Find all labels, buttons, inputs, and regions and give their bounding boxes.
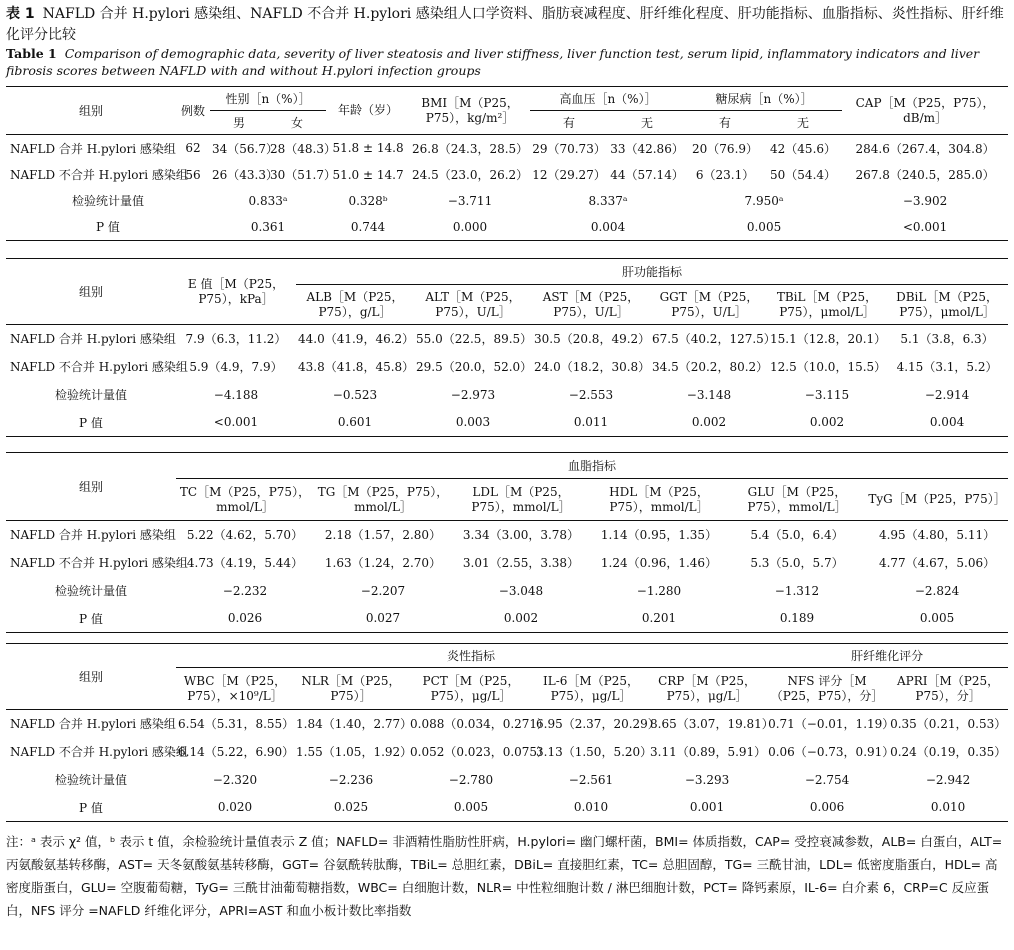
table-cell: −2.561 (568, 772, 614, 787)
table-cell: 4.95（4.80，5.11） (878, 528, 996, 543)
table-cell: 62 (185, 141, 201, 156)
table-cell: 42（45.6） (770, 141, 837, 156)
table-cell: 0.24（0.19，0.35） (890, 745, 1007, 759)
table-cell: 28（48.3） (270, 141, 336, 156)
table-cell: <0.001 (176, 409, 296, 437)
table-cell: 0.052（0.023，0.075） (410, 745, 550, 759)
table-row (6, 162, 1008, 188)
header-htn-yes: 有 (530, 111, 608, 135)
table-cell: 34.5（20.2，80.2） (652, 360, 769, 374)
table-cell: 0.006 (766, 794, 888, 822)
header-dbil: DBiL［M（P25，P75），μmol/L］ (886, 285, 1008, 325)
header-cap: CAP［M（P25，P75），dB/m］ (842, 87, 1008, 135)
table-cell: 0.328ᵇ (348, 193, 388, 208)
table-cell: 12.5（10.0，15.5） (770, 360, 887, 374)
table-cell: 8.65（3.07，19.81） (650, 717, 774, 732)
table-cell: 0.003 (414, 409, 532, 437)
table-row (6, 710, 1008, 738)
table-cell: −2.232 (222, 583, 268, 598)
header-apri: APRI［M（P25，P75），分］ (888, 668, 1008, 710)
table-cell: 6.95（2.37，20.29） (536, 717, 660, 732)
table-cell: 51.0 ± 14.7 (332, 167, 404, 182)
table-label-cn: 表 1 (6, 6, 35, 22)
table-cell: NAFLD 不合并 H.pylori 感染组 (10, 745, 188, 759)
table-cell: 44.0（41.9，46.2） (298, 332, 415, 347)
table-cell: 2.18（1.57，2.80） (324, 528, 442, 543)
table-cell: 0.088（0.034，0.271） (410, 717, 550, 732)
table-cell: 0.601 (296, 409, 414, 437)
header-tc: TC［M（P25，P75），mmol/L］ (176, 479, 314, 521)
header-group: 组别 (6, 259, 176, 325)
table-cell: 0.004 (886, 409, 1008, 437)
table-cell: 0.025 (294, 794, 408, 822)
table-cell: −1.312 (774, 583, 820, 598)
table-cell: 0.744 (326, 214, 410, 241)
table-cell: −3.902 (902, 193, 948, 208)
table-cell: 34（56.7） (212, 141, 278, 156)
table-cell: 8.337ᵃ (588, 193, 628, 208)
table-cell: −2.320 (212, 772, 258, 787)
table-cell: 0.002 (768, 409, 886, 437)
table-label-en: Table 1 (6, 46, 57, 61)
table-cell: 24.0（18.2，30.8） (534, 360, 651, 374)
table-cell: 6.54（5.31，8.55） (178, 717, 295, 732)
header-ast: AST［M（P25，P75），U/L］ (532, 285, 650, 325)
header-group: 组别 (6, 87, 176, 135)
p-row (6, 794, 1008, 822)
table-cell: 3.11（0.89，5.91） (650, 745, 767, 759)
table-cell: 15.1（12.8，20.1） (770, 332, 887, 347)
header-tg: TG［M（P25，P75），mmol/L］ (314, 479, 452, 521)
table-cell: 0.201 (590, 605, 728, 633)
demographics-table (6, 86, 1008, 241)
table-cell: 12（29.27） (532, 168, 606, 182)
table-cell: 33（42.86） (610, 141, 684, 156)
p-row (6, 214, 1008, 241)
table-cell: 0.000 (410, 214, 530, 241)
header-ldl: LDL［M（P25，P75），mmol/L］ (452, 479, 590, 521)
table-cell: 1.14（0.95，1.35） (600, 528, 718, 543)
header-tyg: TyG［M（P25，P75）］ (866, 479, 1008, 521)
stat-row (6, 577, 1008, 605)
stat-row (6, 766, 1008, 794)
table-cell: 284.6（267.4，304.8） (855, 141, 995, 156)
table-cell: 5.4（5.0，6.4） (750, 528, 844, 543)
stat-label: 检验统计量值 (54, 584, 127, 598)
table-cell: −2.824 (914, 583, 960, 598)
table-cell: −4.188 (213, 387, 259, 402)
table-cell: 5.1（3.8，6.3） (900, 332, 994, 347)
table-cell: −2.780 (448, 772, 494, 787)
table-cell: 20（76.9） (692, 141, 759, 156)
table-cell: −2.973 (450, 387, 496, 402)
p-row (6, 409, 1008, 437)
header-hypertension: 高血压［n（%）］ (530, 87, 686, 111)
table-cell: 0.011 (532, 409, 650, 437)
table-cell: 0.010 (534, 794, 648, 822)
header-nfs: NFS 评分［M（P25，P75），分］ (766, 668, 888, 710)
table-cell: 29.5（20.0，52.0） (416, 360, 533, 374)
table-row (6, 353, 1008, 381)
table-row (6, 521, 1008, 549)
table-row (6, 738, 1008, 766)
header-lipid: 血脂指标 (176, 453, 1008, 479)
table-cell: NAFLD 合并 H.pylori 感染组 (10, 528, 176, 543)
table-cell: 0.005 (866, 605, 1008, 633)
header-group: 组别 (6, 644, 176, 710)
header-alb: ALB［M（P25，P75），g/L］ (296, 285, 414, 325)
table-cell: 30.5（20.8，49.2） (534, 332, 651, 347)
table-cell: NAFLD 合并 H.pylori 感染组 (10, 141, 176, 156)
table-cell: 6（23.1） (695, 168, 755, 182)
table-cell: 0.833ᵃ (248, 193, 288, 208)
table-cell: 5.22（4.62，5.70） (186, 528, 304, 543)
table-cell: 0.361 (210, 214, 326, 241)
table-cell: 24.5（23.0，26.2） (412, 168, 529, 182)
header-inflammation: 炎性指标 (176, 644, 766, 668)
p-label: P 值 (6, 409, 176, 437)
header-wbc: WBC［M（P25，P75），×10⁹/L］ (176, 668, 294, 710)
table-cell: 7.9（6.3，11.2） (185, 332, 287, 347)
table-cell: 0.005 (408, 794, 534, 822)
header-age: 年龄（岁） (326, 87, 410, 135)
stat-row (6, 188, 1008, 214)
table-cell: NAFLD 不合并 H.pylori 感染组 (10, 556, 188, 570)
p-row (6, 605, 1008, 633)
table-footnote: 注：ᵃ 表示 χ² 值，ᵇ 表示 t 值，余检验统计量值表示 Z 值；NAFLD= 非酒精性脂肪性肝病，H.pylori= 幽门螺杆菌，BMI= 体质指数，CAP= 受控衰减参数，ALB= 白蛋白，ALT= 丙氨酸氨基转移酶，AST= 天冬氨酸氨基转移酶，GGT= 谷氨酰转肽酶，TBiL= 总胆红素，DBiL= 直接胆红素，TC= 总胆固醇，TG= 三酰甘油，LDL= 低密度脂蛋白，HDL= 高密度脂蛋白，GLU= 空腹葡萄糖，TyG= 三酰甘油葡萄糖指数，WBC= 白细胞计数，NLR= 中性粒细胞计数 / 淋巴细胞计数，PCT= 降钙素原，IL-6= 白介素 6，CRP=C 反应蛋白，NFS 评分 =NAFLD 纤维化评分，APRI=AST 和血小板计数比率指数 (6, 834, 1003, 918)
table-row (6, 549, 1008, 577)
table-cell: 5.9（4.9，7.9） (189, 360, 283, 374)
table-cell: 1.84（1.40，2.77） (296, 717, 413, 732)
table-cell: −3.711 (447, 193, 493, 208)
table-cell: 0.010 (888, 794, 1008, 822)
table-cell: NAFLD 合并 H.pylori 感染组 (10, 332, 176, 347)
table-cell: −2.754 (804, 772, 850, 787)
header-hdl: HDL［M（P25，P75），mmol/L］ (590, 479, 728, 521)
table-cell: 4.77（4.67，5.06） (878, 556, 996, 570)
table-cell: −3.148 (686, 387, 732, 402)
header-e-value: E 值［M（P25，P75），kPa］ (176, 259, 296, 325)
table-title-cn (6, 4, 1006, 46)
p-label: P 值 (6, 214, 210, 241)
table-cell: 0.020 (176, 794, 294, 822)
table-cell: 43.8（41.8，45.8） (298, 360, 415, 374)
table-cell: −2.942 (925, 772, 971, 787)
table-cell: 0.027 (314, 605, 452, 633)
stat-row (6, 381, 1008, 409)
header-nlr: NLR［M（P25，P75）］ (294, 668, 408, 710)
table-cell: 56 (185, 167, 201, 182)
table-cell: 0.026 (176, 605, 314, 633)
p-label: P 值 (6, 794, 176, 822)
liver-function-table (6, 258, 1008, 437)
table-cell: 1.63（1.24，2.70） (324, 556, 442, 570)
table-cell: −3.115 (804, 387, 850, 402)
table-cell: 1.24（0.96，1.46） (600, 556, 718, 570)
table-cell: 3.34（3.00，3.78） (462, 528, 580, 543)
table-cell: 0.71（−0.01，1.19） (768, 717, 895, 732)
table-cell: 30（51.7） (270, 168, 336, 182)
table-cell: 0.06（−0.73，0.91） (768, 745, 895, 759)
table-cell: NAFLD 不合并 H.pylori 感染组 (10, 168, 188, 182)
header-female: 女 (268, 111, 326, 135)
table-row (6, 135, 1008, 162)
header-dm-no: 无 (764, 111, 842, 135)
header-glu: GLU［M（P25，P75），mmol/L］ (728, 479, 866, 521)
table-cell: −2.236 (328, 772, 374, 787)
table-cell: −3.293 (684, 772, 730, 787)
table-cell: 44（57.14） (610, 168, 684, 182)
header-bmi: BMI［M（P25，P75），kg/m²］ (410, 87, 530, 135)
table-cell: 0.189 (728, 605, 866, 633)
header-pct: PCT［M（P25，P75），μg/L］ (408, 668, 534, 710)
header-sex: 性别［n（%）］ (210, 87, 326, 111)
table-cell: 0.001 (648, 794, 766, 822)
header-alt: ALT［M（P25，P75），U/L］ (414, 285, 532, 325)
lipid-table (6, 452, 1008, 633)
stat-label: 检验统计量值 (54, 388, 127, 402)
table-cell: 0.005 (686, 214, 842, 241)
header-cases: 例数 (176, 87, 210, 135)
table-cell: −3.048 (498, 583, 544, 598)
header-dm-yes: 有 (686, 111, 764, 135)
header-group: 组别 (6, 453, 176, 521)
inflammation-fibrosis-table (6, 643, 1008, 822)
header-fibrosis-score: 肝纤维化评分 (766, 644, 1008, 668)
table-cell: NAFLD 合并 H.pylori 感染组 (10, 717, 176, 732)
table-cell: 4.15（3.1，5.2） (896, 360, 998, 374)
table-cell: −1.280 (636, 583, 682, 598)
table-cell: 0.002 (452, 605, 590, 633)
table-cell: 26.8（24.3，28.5） (412, 141, 529, 156)
table-cell: 3.01（2.55，3.38） (462, 556, 580, 570)
table-title-en (6, 45, 1010, 79)
table-cell: 50（54.4） (770, 168, 837, 182)
table-cell: 0.35（0.21，0.53） (890, 717, 1007, 732)
header-tbil: TBiL［M（P25，P75），μmol/L］ (768, 285, 886, 325)
table-cell: 7.950ᵃ (744, 193, 784, 208)
table-cell: 0.004 (530, 214, 686, 241)
header-liver-function: 肝功能指标 (296, 259, 1008, 285)
table-cell: 29（70.73） (532, 141, 606, 156)
header-male: 男 (210, 111, 268, 135)
table-cell: 0.002 (650, 409, 768, 437)
table-cell: 55.0（22.5，89.5） (416, 332, 533, 347)
table-cell: 26（43.3） (212, 168, 278, 182)
table-cell: −2.553 (568, 387, 614, 402)
stat-label: 检验统计量值 (71, 194, 144, 208)
table-cell: 6.14（5.22，6.90） (178, 745, 295, 759)
header-ggt: GGT［M（P25，P75），U/L］ (650, 285, 768, 325)
table-row (6, 325, 1008, 353)
table-cell: 1.55（1.05，1.92） (296, 745, 413, 759)
table-cell: 67.5（40.2，127.5） (652, 332, 776, 347)
table-cell: 4.73（4.19，5.44） (186, 556, 304, 570)
table-cell: −2.207 (360, 583, 406, 598)
p-label: P 值 (6, 605, 176, 633)
table-cell: NAFLD 不合并 H.pylori 感染组 (10, 360, 188, 374)
table-caption-cn: NAFLD 合并 H.pylori 感染组、NAFLD 不合并 H.pylori 感染组人口学资料、脂肪衰减程度、肝纤维化程度、肝功能指标、血脂指标、炎性指标、肝纤维化评分比较 (6, 6, 1004, 43)
table-cell: −2.914 (924, 387, 970, 402)
table-cell: 267.8（240.5，285.0） (855, 168, 995, 182)
header-htn-no: 无 (608, 111, 686, 135)
header-il6: IL-6［M（P25，P75），μg/L］ (534, 668, 648, 710)
table-cell: −0.523 (332, 387, 378, 402)
table-cell: 3.13（1.50，5.20） (536, 745, 653, 759)
table-cell: 51.8 ± 14.8 (332, 141, 404, 156)
header-crp: CRP［M（P25，P75），μg/L］ (648, 668, 766, 710)
header-diabetes: 糖尿病［n（%）］ (686, 87, 842, 111)
table-cell: <0.001 (842, 214, 1008, 241)
table-caption-en: Comparison of demographic data, severity of liver steatosis and liver stiffness, liver function test, serum lipid, inflammatory indicators and liver fibrosis scores between NAFLD with and without H.pylori infection groups (6, 46, 980, 78)
table-cell: 5.3（5.0，5.7） (750, 556, 844, 570)
stat-label: 检验统计量值 (54, 773, 127, 787)
